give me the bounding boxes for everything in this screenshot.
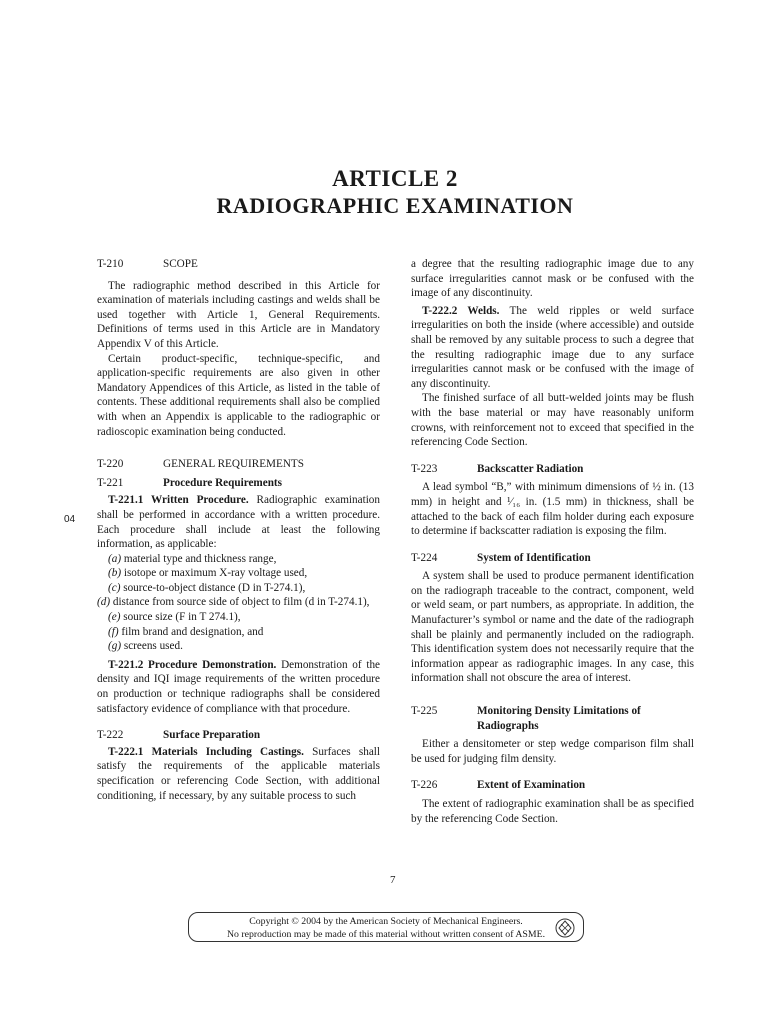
requirement-list [97,552,380,654]
paragraph: The extent of radiographic examination shall be as specified by the referencing Code Section. [411,798,694,825]
copyright-notice [188,912,584,942]
section-number: T-223 [411,462,438,475]
subsection-lead: T-221.1 Written Procedure. [108,494,249,507]
left-column [97,257,380,803]
article-number: ARTICLE 2 [332,166,458,191]
section-title: GENERAL REQUIREMENTS [163,458,304,471]
section-title: Monitoring Density Limitations of Radiographs [477,705,641,732]
paragraph: Certain product-specific, technique-specific, and application-specific requirements are also given in other Mandatory Appendices of this Article, as listed in the table of contents. These additional requirements shall also be complied with when an Appendix is applicable to the radiographic or radioscopic examination being conducted. [97,352,380,438]
section-title: Extent of Examination [477,779,586,792]
section-number: T-224 [411,551,438,564]
list-item: (f) film brand and designation, and [108,625,264,638]
paragraph: The finished surface of all butt-welded joints may be flush with the base material or may have reasonably uniform crowns, with reinforcement not to exceed that specified in the referencing Code Section. [411,392,694,449]
subsection-text: Surfaces shall satisfy the requirements of the applicable materials specification or referencing Code Section, with additional conditioning, if necessary, by any suitable process to such [97,745,380,802]
revision-marker: 04 [64,514,76,525]
subsection-text: Radiographic examination shall be performed in accordance with a written procedure. Each procedure shall include at least the following information, as applicable: [97,494,380,551]
paragraph: The radiographic method described in this Article for examination of materials including castings and welds shall be used together with Article 1, General Requirements. Definitions of terms used in this Article are in Mandatory Appendix V of this Article. [97,279,380,350]
section-title: Procedure Requirements [163,476,283,489]
section-heading-t226 [411,778,694,793]
section-heading-t223 [411,462,694,477]
paragraph-t2211 [97,493,380,551]
paragraph: Either a densitometer or step wedge comparison film shall be used for judging film density. [411,738,694,765]
section-number: T-210 [97,258,124,270]
section-heading-t225 [411,704,694,733]
section-heading-t224 [411,551,694,566]
section-heading-t210 [97,257,380,272]
list-item: (g) screens used. [108,640,183,653]
section-heading-t222 [97,728,380,743]
list-item: (d) distance from source side of object to film (d in T-274.1), [97,596,370,609]
article-title: RADIOGRAPHIC EXAMINATION [216,193,574,218]
subsection-lead: T-222.1 Materials Including Castings. [108,745,304,758]
section-title: SCOPE [163,258,198,270]
section-number: T-222 [97,729,124,742]
paragraph-t2212 [97,658,380,716]
subsection-text: Demonstration of the density and IQI image requirements of the written procedure on production or technique radiographs shall be considered satisfactory evidence of compliance with that procedure. [97,658,380,715]
paragraph: a degree that the resulting radiographic image due to any surface irregularities cannot mask or be confused with the image of any discontinuity. [411,258,694,300]
list-item: (b) isotope or maximum X-ray voltage used, [108,567,308,580]
section-number: T-226 [411,779,438,792]
paragraph: A lead symbol “B,” with minimum dimensions of ½ in. (13 mm) in height and ¹⁄₁₆ in. (1.5 mm) in thickness, shall be attached to the back of each film holder during each exposure to determine if backscatter radiation is exposing the film. [411,481,694,538]
section-title: Backscatter Radiation [477,462,584,475]
list-item: (e) source size (F in T 274.1), [108,611,241,624]
section-heading-t221 [97,476,380,491]
copyright-line: No reproduction may be made of this material without written consent of ASME. [226,928,546,940]
paragraph-t2222 [411,304,694,392]
subsection-text: The weld ripples or weld surface irregularities on both the inside (where accessible) and outside shall be removed by any suitable process to such a degree that the resulting radiographic image due to any surface irregularities cannot mask or be confused with the image of any discontinuity. [411,304,694,390]
list-item: (c) source-to-object distance (D in T-274.1), [108,581,306,594]
section-number: T-225 [411,705,438,718]
subsection-lead: T-221.2 Procedure Demonstration. [108,658,277,671]
section-heading-t220 [97,457,380,472]
section-title: System of Identification [477,551,591,564]
section-number: T-220 [97,458,124,471]
list-item: (a) material type and thickness range, [108,552,277,565]
paragraph: A system shall be used to produce permanent identification on the radiograph traceable to the contract, component, weld or weld seam, or part numbers, as appropriate. In addition, the Manufacturer’s symbol or name and the date of the radiograph shall be plainly and permanently included on the radiograph. This identification system does not necessarily require that the information appear as radiographic images. In any case, this information shall not obscure the area of interest. [411,570,694,685]
asme-seal-icon [555,918,575,938]
copyright-line: Copyright © 2004 by the American Society of Mechanical Engineers. [249,916,523,927]
section-title: Surface Preparation [163,729,261,742]
subsection-lead: T-222.2 Welds. [422,304,500,317]
right-column [411,257,694,826]
page-number: 7 [390,874,396,886]
section-number: T-221 [97,476,124,489]
paragraph-t2221 [97,745,380,803]
